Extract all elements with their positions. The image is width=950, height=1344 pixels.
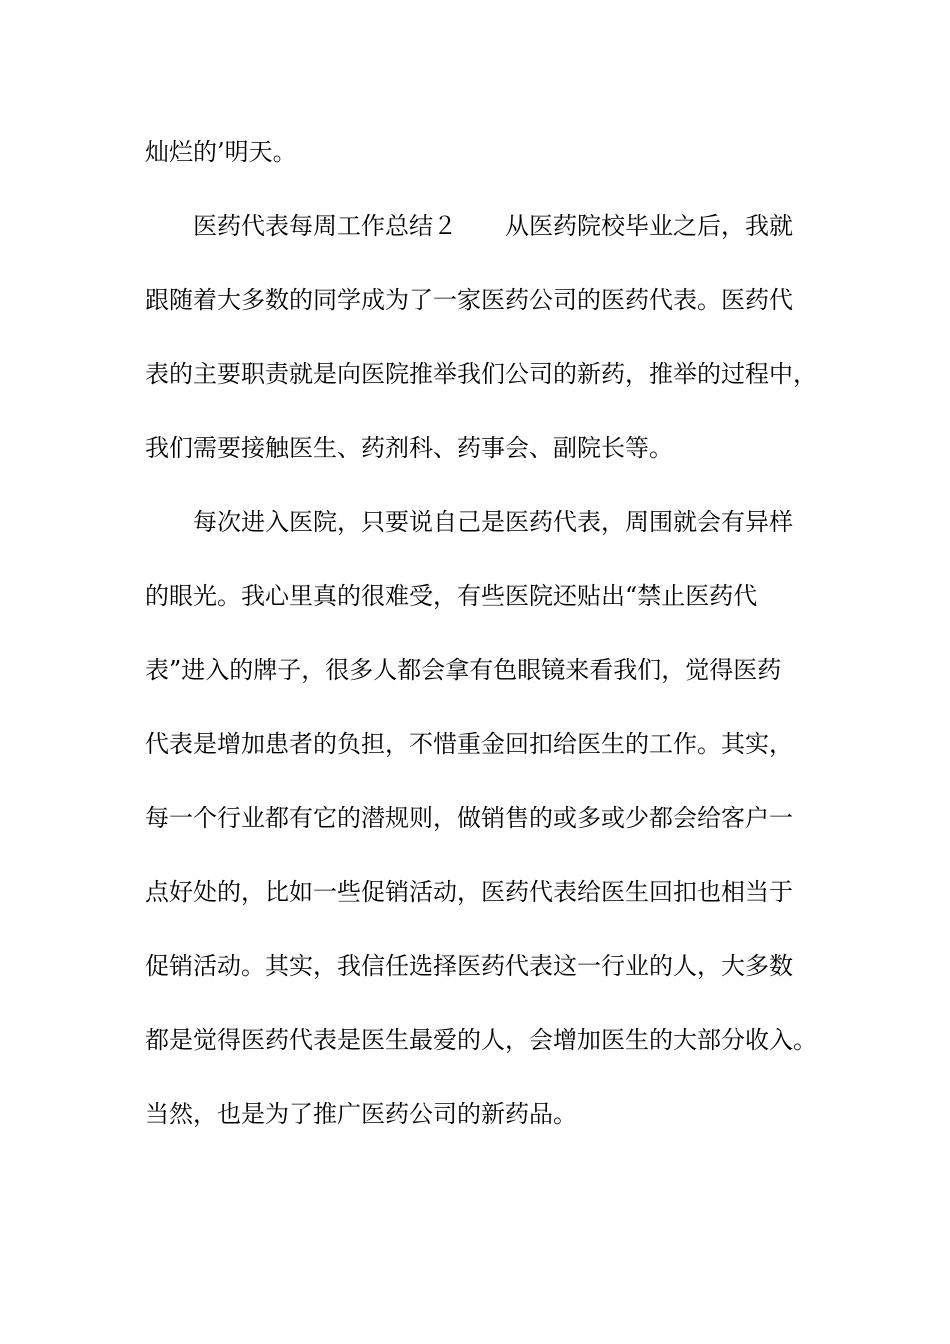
text-line-14: 当然，也是为了推广医药公司的新药品。 xyxy=(145,1100,577,1128)
text-line-7: 的眼光。我心里真的很难受，有些医院还贴出“禁止医药代 xyxy=(145,582,758,610)
text-line-13: 都是觉得医药代表是医生最爱的人，会增加医生的大部分收入。 xyxy=(145,1026,817,1054)
text-line-3: 跟随着大多数的同学成为了一家医药公司的医药代表。医药代 xyxy=(145,286,793,314)
text-line-5: 我们需要接触医生、药剂科、药事会、副院长等。 xyxy=(145,434,673,462)
text-line-1: 灿烂的’明天。 xyxy=(145,138,297,166)
text-line-10: 每一个行业都有它的潜规则，做销售的或多或少都会给客户一 xyxy=(145,804,793,832)
text-line-12: 促销活动。其实，我信任选择医药代表这一行业的人，大多数 xyxy=(145,952,793,980)
text-line-6: 每次进入医院，只要说自己是医药代表，周围就会有异样 xyxy=(193,508,793,536)
text-line-8: 表”进入的牌子，很多人都会拿有色眼镜来看我们，觉得医药 xyxy=(145,656,782,684)
text-line-11: 点好处的，比如一些促销活动，医药代表给医生回扣也相当于 xyxy=(145,878,793,906)
text-line-9: 代表是增加患者的负担，不惜重金回扣给医生的工作。其实， xyxy=(145,730,793,758)
text-line-4: 表的主要职责就是向医院推举我们公司的新药，推举的过程中， xyxy=(145,360,817,388)
text-line-2: 医药代表每周工作总结２ 从医药院校毕业之后，我就 xyxy=(193,212,793,240)
